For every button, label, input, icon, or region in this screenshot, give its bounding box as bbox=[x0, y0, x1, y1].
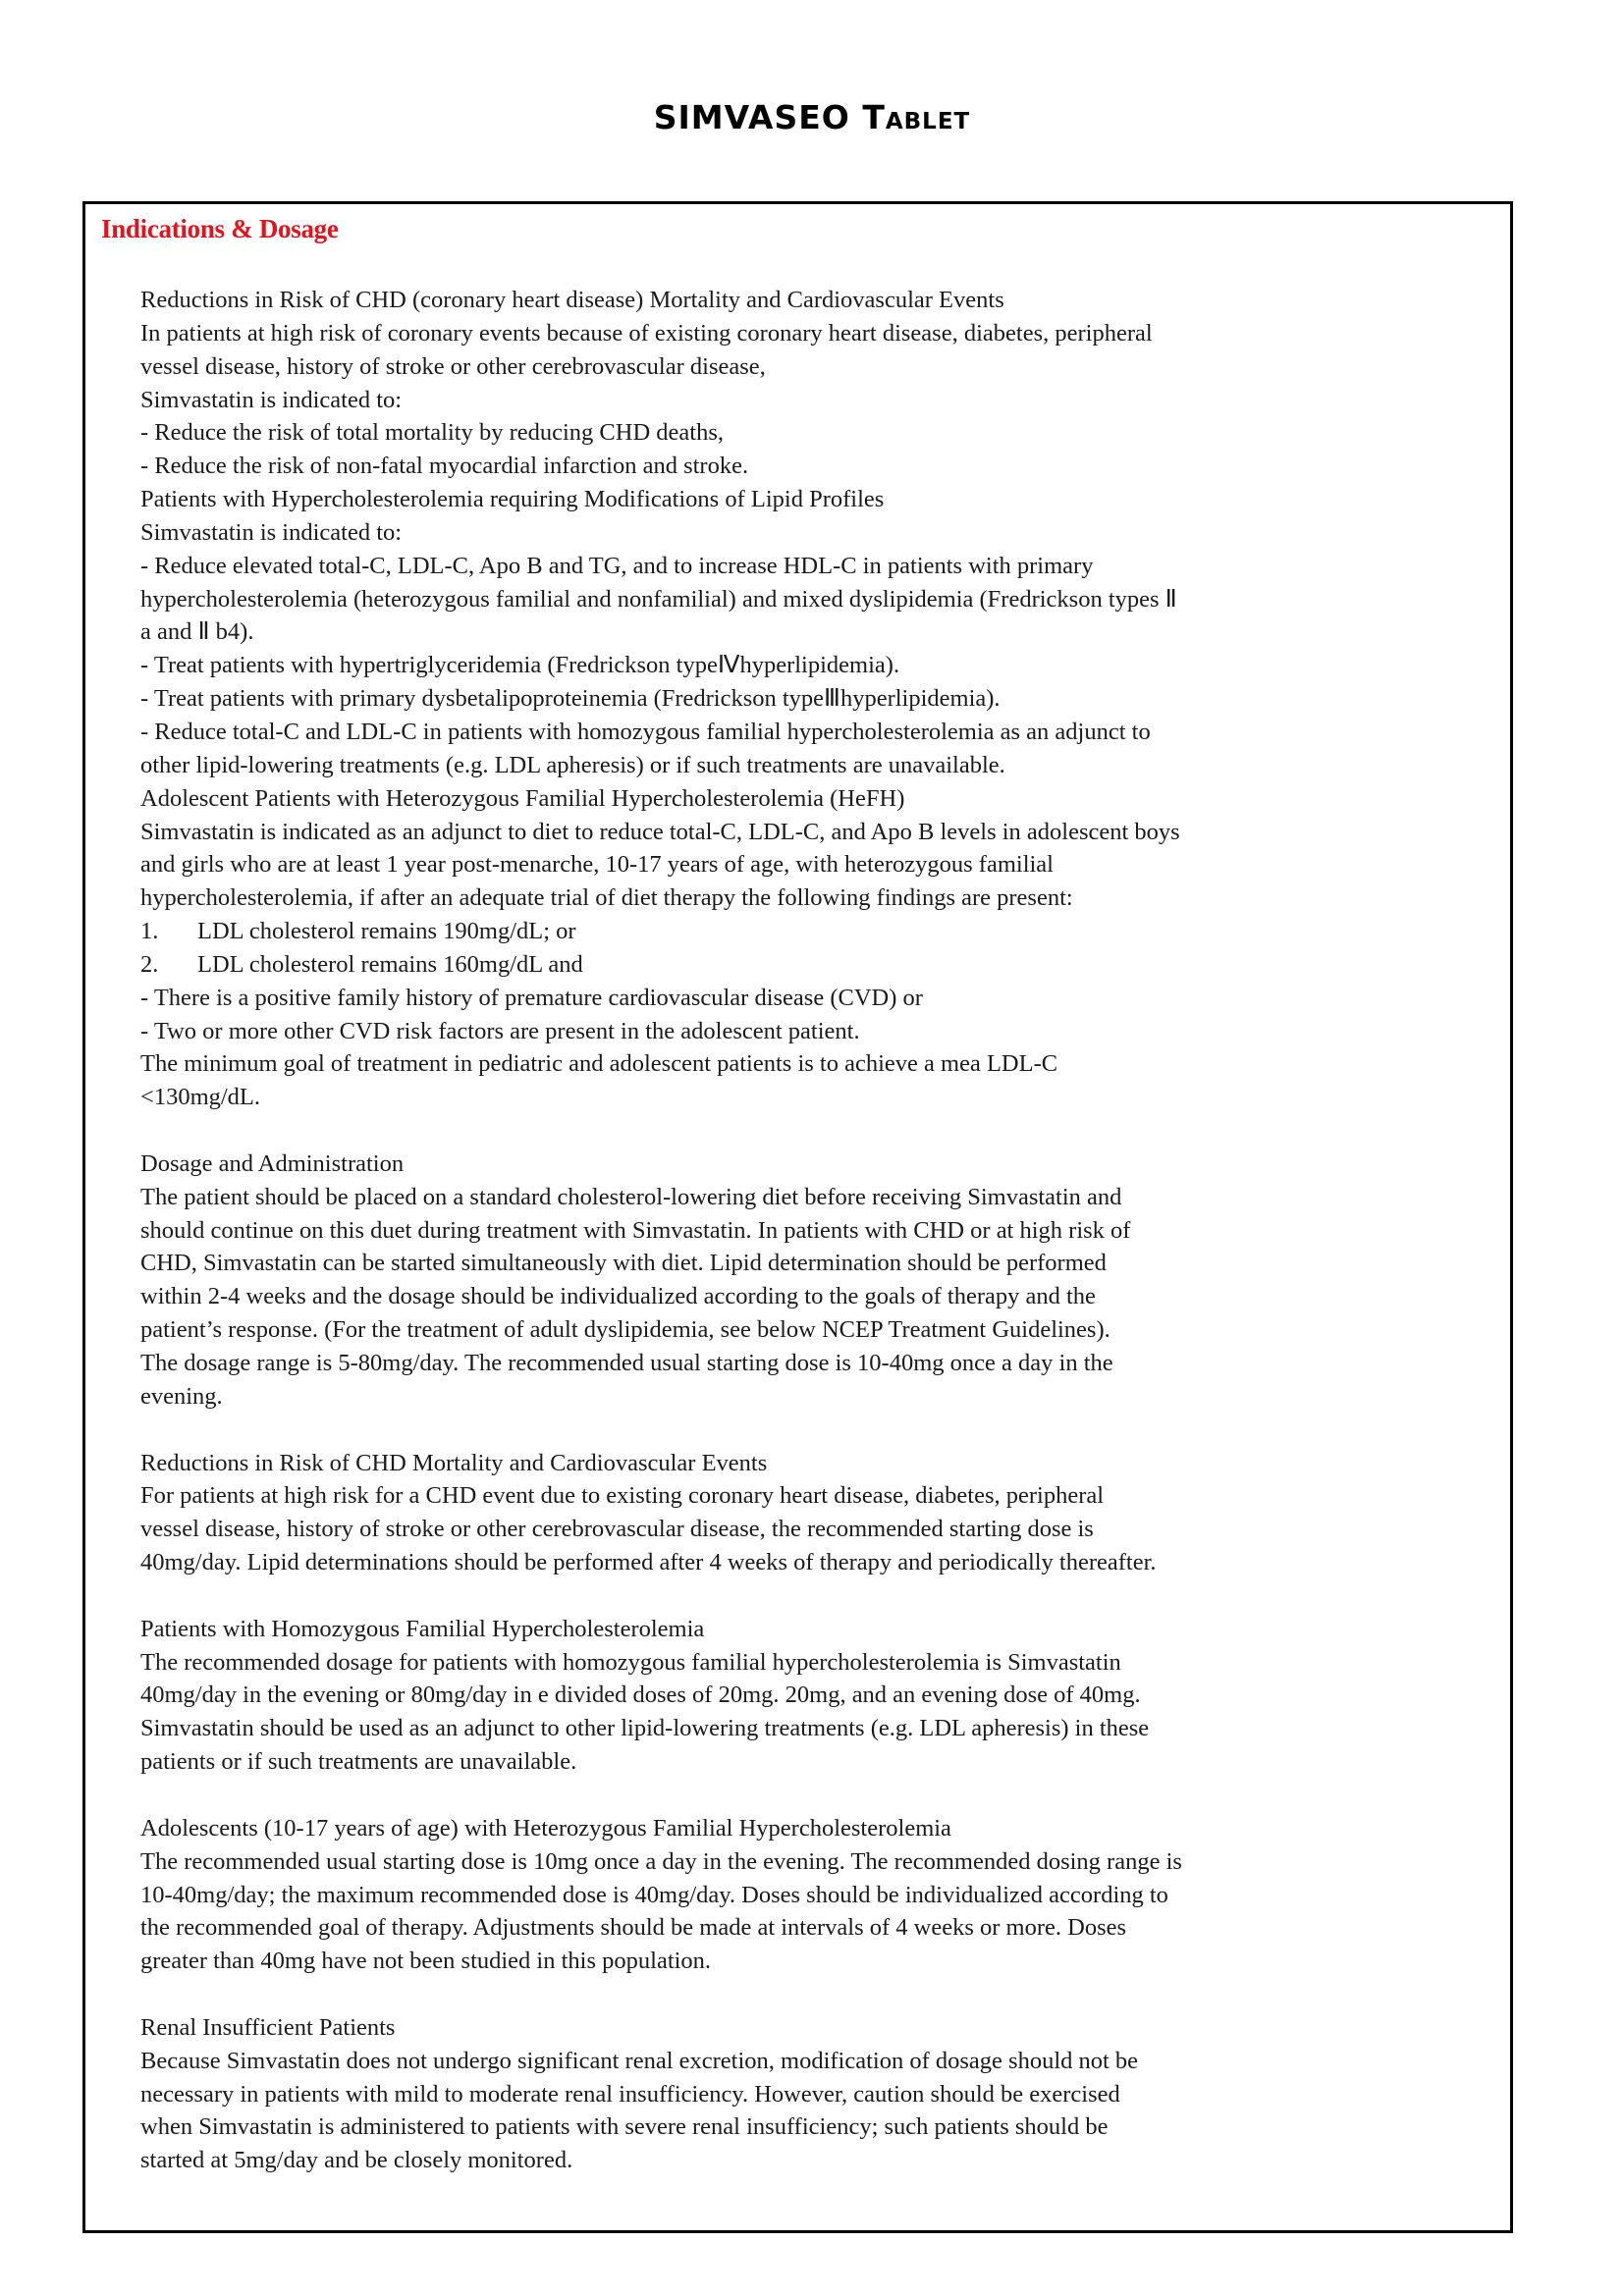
paragraph-line: greater than 40mg have not been studied in this population. bbox=[140, 1948, 712, 1975]
paragraph-line: a and Ⅱ b4). bbox=[140, 618, 254, 646]
subheading-hypercholesterolemia: Patients with Hypercholesterolemia requiring Modifications of Lipid Profiles bbox=[140, 486, 885, 513]
subheading-adolescent-hefh: Adolescent Patients with Heterozygous Familial Hypercholesterolemia (HeFH) bbox=[140, 784, 905, 812]
document-title-main: SIMVASEO bbox=[653, 98, 850, 136]
paragraph-line: CHD, Simvastatin can be started simultaneously with diet. Lipid determination should be performed bbox=[140, 1250, 1107, 1277]
bullet-item: - Reduce the risk of non-fatal myocardial infarction and stroke. bbox=[140, 453, 749, 480]
paragraph-line: The recommended usual starting dose is 10mg once a day in the evening. The recommended dosing range is bbox=[140, 1847, 1182, 1875]
paragraph-line: vessel disease, history of stroke or other cerebrovascular disease, the recommended starting dose is bbox=[140, 1516, 1094, 1543]
homozygous-fh-block bbox=[140, 1613, 1510, 1779]
subheading-dosage-administration: Dosage and Administration bbox=[140, 1149, 405, 1177]
paragraph-line: The minimum goal of treatment in pediatric and adolescent patients is to achieve a mea LDL-C bbox=[140, 1050, 1058, 1078]
spacer bbox=[140, 1579, 1510, 1613]
indications-block bbox=[140, 284, 1510, 1114]
paragraph-line: and girls who are at least 1 year post-menarche, 10-17 years of age, with heterozygous familial bbox=[140, 851, 1054, 879]
bullet-item: - Treat patients with primary dysbetalipoproteinemia (Fredrickson typeⅢhyperlipidemia). bbox=[140, 685, 1001, 713]
subheading-chd-risk-dosage: Reductions in Risk of CHD Mortality and Cardiovascular Events bbox=[140, 1449, 768, 1476]
document-title-sub: Tablet bbox=[862, 98, 971, 136]
paragraph-line: The recommended dosage for patients with homozygous familial hypercholesterolemia is Simvastatin bbox=[140, 1648, 1121, 1676]
numbered-item-text: LDL cholesterol remains 160mg/dL and bbox=[197, 950, 583, 978]
paragraph-line: <130mg/dL. bbox=[140, 1084, 261, 1111]
paragraph-line: Simvastatin is indicated as an adjunct to diet to reduce total-C, LDL-C, and Apo B levels in adolescent boys bbox=[140, 818, 1180, 845]
bullet-item: - Treat patients with hypertriglyceridemia (Fredrickson typeⅣhyperlipidemia). bbox=[140, 652, 900, 679]
paragraph-line: 10-40mg/day; the maximum recommended dose is 40mg/day. Doses should be individualized according to bbox=[140, 1881, 1168, 1908]
bullet-item: - Reduce elevated total-C, LDL-C, Apo B and TG, and to increase HDL-C in patients with primary bbox=[140, 552, 1094, 579]
paragraph-line: The patient should be placed on a standard cholesterol-lowering diet before receiving Simvastatin and bbox=[140, 1183, 1122, 1210]
subheading-renal-insufficiency: Renal Insufficient Patients bbox=[140, 2013, 396, 2041]
paragraph-line: started at 5mg/day and be closely monitored. bbox=[140, 2147, 573, 2174]
paragraph-line: Simvastatin is indicated to: bbox=[140, 518, 403, 546]
paragraph-line: Simvastatin is indicated to: bbox=[140, 386, 403, 413]
section-header: Indications & Dosage bbox=[101, 214, 339, 243]
bullet-item: - Two or more other CVD risk factors are present in the adolescent patient. bbox=[140, 1017, 860, 1044]
section-content bbox=[140, 284, 1510, 2177]
paragraph-line: patients or if such treatments are unavailable. bbox=[140, 1748, 577, 1776]
chd-risk-dosage-block bbox=[140, 1447, 1510, 1579]
paragraph-line: For patients at high risk for a CHD event due to existing coronary heart disease, diabetes, peripheral bbox=[140, 1482, 1105, 1510]
paragraph-line: hypercholesterolemia (heterozygous familial and nonfamilial) and mixed dyslipidemia (Fredrickson types Ⅱ bbox=[140, 585, 1177, 613]
bullet-item: - There is a positive family history of premature cardiovascular disease (CVD) or bbox=[140, 984, 923, 1011]
numbered-item-number: 1. bbox=[140, 918, 159, 945]
paragraph-line: within 2-4 weeks and the dosage should be individualized according to the goals of therapy and the bbox=[140, 1283, 1096, 1310]
subheading-adolescent-dosage: Adolescents (10-17 years of age) with Heterozygous Familial Hypercholesterolemia bbox=[140, 1814, 951, 1842]
indications-dosage-section bbox=[82, 201, 1513, 2233]
paragraph-line: vessel disease, history of stroke or other cerebrovascular disease, bbox=[140, 352, 766, 380]
spacer bbox=[140, 1978, 1510, 2011]
paragraph-line: necessary in patients with mild to moderate renal insufficiency. However, caution should be exercised bbox=[140, 2080, 1120, 2108]
numbered-item-number: 2. bbox=[140, 950, 159, 978]
document-title bbox=[0, 96, 1624, 139]
numbered-item-text: LDL cholesterol remains 190mg/dL; or bbox=[197, 918, 576, 945]
paragraph-line: 40mg/day. Lipid determinations should be performed after 4 weeks of therapy and periodically thereafter. bbox=[140, 1549, 1157, 1576]
bullet-item: - Reduce total-C and LDL-C in patients with homozygous familial hypercholesterolemia as an adjunct to bbox=[140, 718, 1151, 745]
paragraph-line: The dosage range is 5-80mg/day. The recommended usual starting dose is 10-40mg once a day in the bbox=[140, 1350, 1113, 1376]
paragraph-line: 40mg/day in the evening or 80mg/day in e divided doses of 20mg. 20mg, and an evening dose of 40mg. bbox=[140, 1682, 1141, 1709]
spacer bbox=[140, 1414, 1510, 1447]
subheading-chd-risk: Reductions in Risk of CHD (coronary heart disease) Mortality and Cardiovascular Events bbox=[140, 287, 1004, 313]
paragraph-line: evening. bbox=[140, 1382, 223, 1410]
paragraph-line: Simvastatin should be used as an adjunct to other lipid-lowering treatments (e.g. LDL apheresis) in these bbox=[140, 1715, 1150, 1742]
paragraph-line: patient’s response. (For the treatment of adult dyslipidemia, see below NCEP Treatment Guidelines). bbox=[140, 1316, 1110, 1344]
renal-insufficiency-block bbox=[140, 2011, 1510, 2177]
paragraph-line: hypercholesterolemia, if after an adequate trial of diet therapy the following findings are present: bbox=[140, 884, 1073, 912]
spacer bbox=[140, 1114, 1510, 1148]
paragraph-line: In patients at high risk of coronary events because of existing coronary heart disease, diabetes, peripheral bbox=[140, 319, 1153, 347]
paragraph-line: when Simvastatin is administered to patients with severe renal insufficiency; such patients should be bbox=[140, 2113, 1109, 2141]
bullet-item: - Reduce the risk of total mortality by reducing CHD deaths, bbox=[140, 419, 724, 447]
numbered-item bbox=[140, 915, 1510, 948]
adolescent-dosage-block bbox=[140, 1812, 1510, 1978]
subheading-homozygous-fh: Patients with Homozygous Familial Hypercholesterolemia bbox=[140, 1615, 705, 1642]
paragraph-line: should continue on this duet during treatment with Simvastatin. In patients with CHD or at high risk of bbox=[140, 1216, 1131, 1244]
paragraph-line: Because Simvastatin does not undergo significant renal excretion, modification of dosage should not be bbox=[140, 2047, 1139, 2074]
numbered-item bbox=[140, 948, 1510, 982]
paragraph-line: the recommended goal of therapy. Adjustments should be made at intervals of 4 weeks or more. Doses bbox=[140, 1914, 1127, 1942]
dosage-administration-block bbox=[140, 1148, 1510, 1414]
paragraph-line: other lipid-lowering treatments (e.g. LDL apheresis) or if such treatments are unavailable. bbox=[140, 751, 1005, 778]
spacer bbox=[140, 1779, 1510, 1812]
